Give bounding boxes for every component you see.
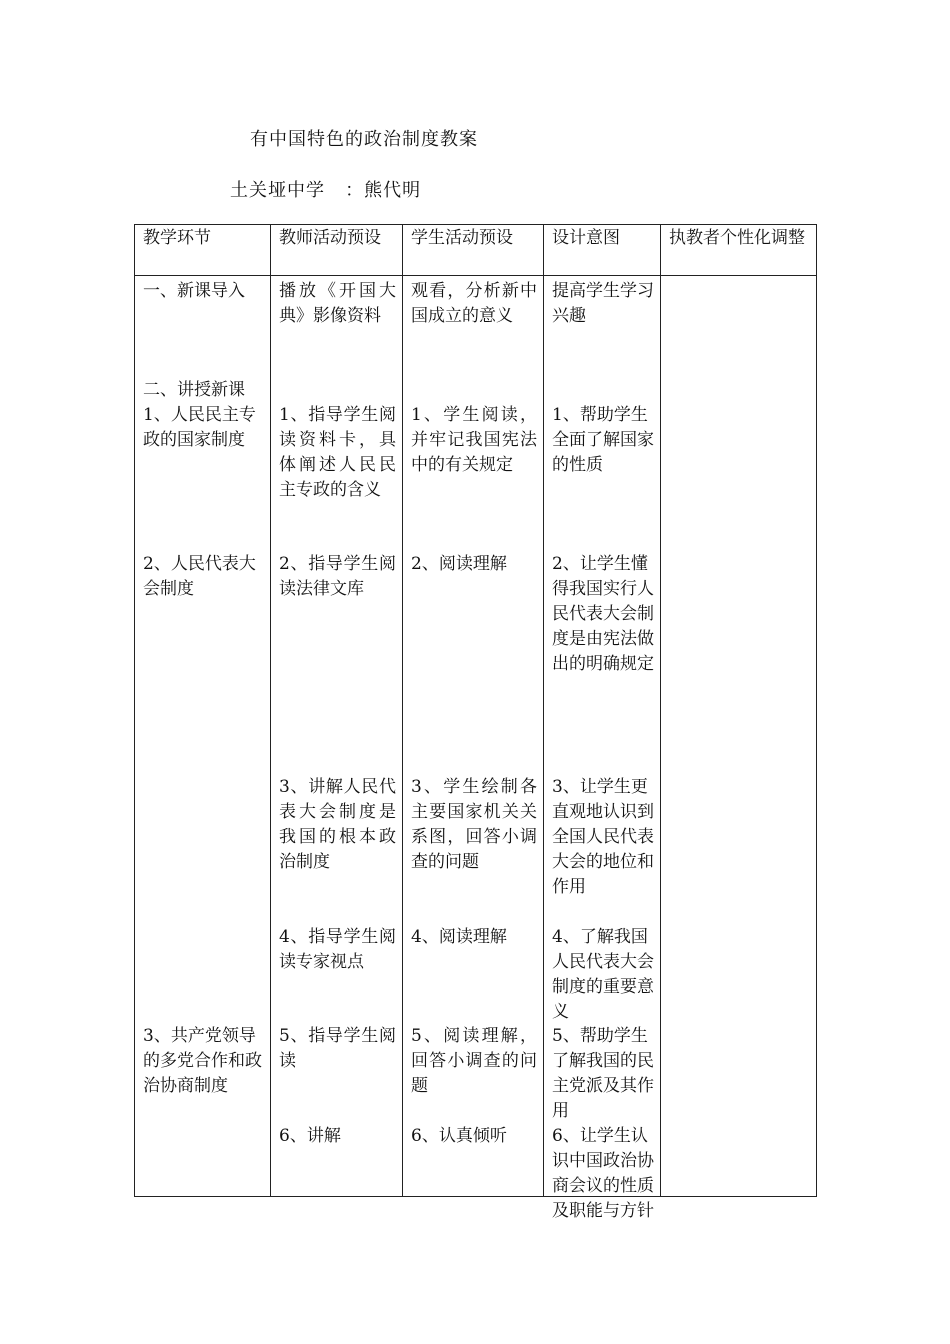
teacher-activity-4: 4、指导学生阅读专家视点	[279, 927, 396, 972]
teacher-activity-1: 1、指导学生阅读资料卡，具体阐述人民民主专政的含义	[279, 405, 396, 500]
student-activity-2: 2、阅读理解	[411, 554, 507, 574]
intent-column	[544, 276, 661, 1221]
teacher-activity-2: 2、指导学生阅读法律文库	[279, 554, 396, 599]
table-header-row	[135, 225, 817, 276]
student-activity-1: 1、学生阅读，并牢记我国宪法中的有关规定	[411, 405, 537, 475]
author-line: 土关垭中学 ：熊代明	[230, 180, 422, 201]
header-teaching-stage: 教学环节	[135, 225, 271, 276]
header-student-activity: 学生活动预设	[403, 225, 544, 276]
stage-column	[135, 276, 271, 1197]
design-intent-5: 5、帮助学生了解我国的民主党派及其作用	[552, 1026, 654, 1121]
header-design-intent: 设计意图	[544, 225, 661, 276]
teacher-column	[271, 276, 403, 1197]
table-body-row	[135, 276, 817, 1197]
design-intent-2: 2、让学生懂得我国实行人民代表大会制度是由宪法做出的明确规定	[552, 554, 654, 674]
lesson-plan-table	[134, 224, 817, 1221]
adjustment-column	[661, 276, 817, 1197]
design-intent-0: 提高学生学习兴趣	[552, 281, 654, 326]
stage-intro: 一、新课导入	[143, 281, 245, 301]
stage-new-lesson: 二、讲授新课	[143, 380, 245, 400]
student-activity-3: 3、学生绘制各主要国家机关关系图，回答小调查的问题	[411, 777, 537, 872]
design-intent-4: 4、了解我国人民代表大会制度的重要意义	[552, 927, 654, 1022]
design-intent-1: 1、帮助学生全面了解国家的性质	[552, 405, 654, 475]
design-intent-3: 3、让学生更直观地认识到全国人民代表大会的地位和作用	[552, 777, 654, 897]
student-activity-4: 4、阅读理解	[411, 927, 507, 947]
teacher-activity-3: 3、讲解人民代表大会制度是我国的根本政治制度	[279, 777, 396, 872]
header-teacher-activity: 教师活动预设	[271, 225, 403, 276]
student-column	[403, 276, 544, 1197]
stage-multiparty: 3、共产党领导的多党合作和政治协商制度	[143, 1026, 262, 1096]
teacher-activity-5: 5、指导学生阅读	[279, 1026, 396, 1071]
header-personal-adjustment: 执教者个性化调整	[661, 225, 817, 276]
document-title: 有中国特色的政治制度教案	[250, 129, 478, 150]
stage-congress: 2、人民代表大会制度	[143, 554, 256, 599]
teacher-activity-0: 播放《开国大典》影像资料	[279, 281, 396, 326]
student-activity-5: 5、阅读理解，回答小调查的问题	[411, 1026, 537, 1096]
student-activity-6: 6、认真倾听	[411, 1126, 507, 1146]
student-activity-0: 观看，分析新中国成立的意义	[411, 281, 537, 326]
teacher-activity-6: 6、讲解	[279, 1126, 341, 1146]
design-intent-6: 6、让学生认识中国政治协商会议的性质及职能与方针	[552, 1126, 654, 1221]
stage-dictatorship: 1、人民民主专政的国家制度	[143, 405, 256, 450]
